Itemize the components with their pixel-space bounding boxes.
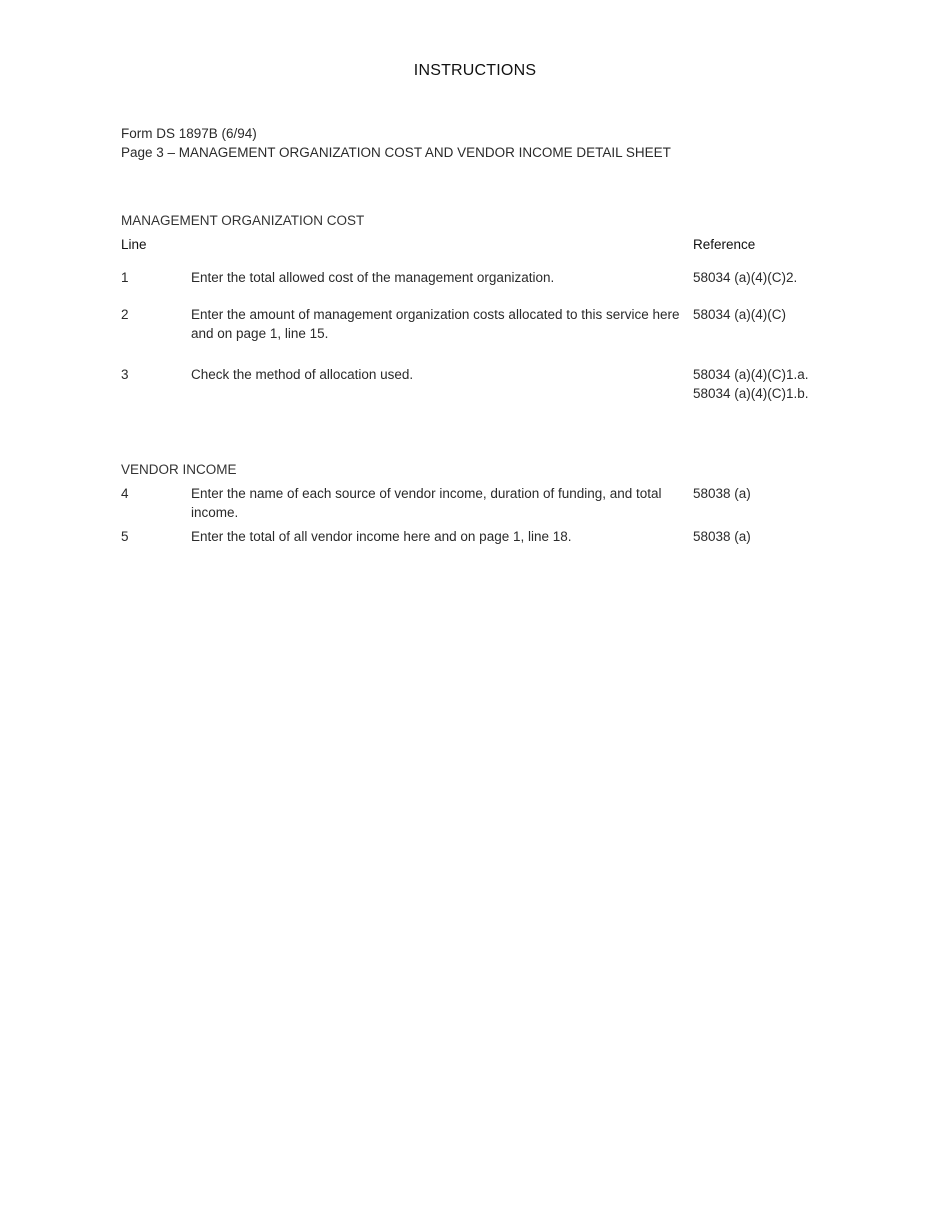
line-description: Enter the name of each source of vendor income, duration of funding, and total income. xyxy=(191,486,662,520)
line-reference xyxy=(693,365,843,403)
reference-code: 58034 (a)(4)(C)2. xyxy=(693,270,798,285)
column-header-line: Line xyxy=(121,237,147,252)
section-heading-vendor: VENDOR INCOME xyxy=(121,462,237,477)
line-number: 3 xyxy=(121,367,129,382)
reference-code: 58038 (a) xyxy=(693,529,751,544)
page-description: Page 3 – MANAGEMENT ORGANIZATION COST AND VENDOR INCOME DETAIL SHEET xyxy=(121,145,671,160)
form-identification xyxy=(121,124,671,162)
line-number: 5 xyxy=(121,529,129,544)
column-header-reference: Reference xyxy=(693,237,756,252)
line-reference xyxy=(693,305,843,324)
line-reference xyxy=(693,527,843,546)
section-heading-management: MANAGEMENT ORGANIZATION COST xyxy=(121,213,365,228)
page-title: INSTRUCTIONS xyxy=(413,62,537,79)
reference-code: 58034 (a)(4)(C)1.b. xyxy=(693,386,809,401)
line-reference xyxy=(693,268,843,287)
reference-code: 58034 (a)(4)(C) xyxy=(693,307,787,322)
line-description: Check the method of allocation used. xyxy=(191,367,414,382)
line-number: 2 xyxy=(121,307,129,322)
line-number: 4 xyxy=(121,486,129,501)
line-description: Enter the total allowed cost of the management organization. xyxy=(191,270,555,285)
line-number: 1 xyxy=(121,270,129,285)
reference-code: 58038 (a) xyxy=(693,486,751,501)
line-description: Enter the total of all vendor income here and on page 1, line 18. xyxy=(191,529,572,544)
form-number: Form DS 1897B (6/94) xyxy=(121,126,257,141)
reference-code: 58034 (a)(4)(C)1.a. xyxy=(693,367,809,382)
line-description: Enter the amount of management organization costs allocated to this service here and on page 1, line 15. xyxy=(191,307,680,341)
line-reference xyxy=(693,484,843,503)
